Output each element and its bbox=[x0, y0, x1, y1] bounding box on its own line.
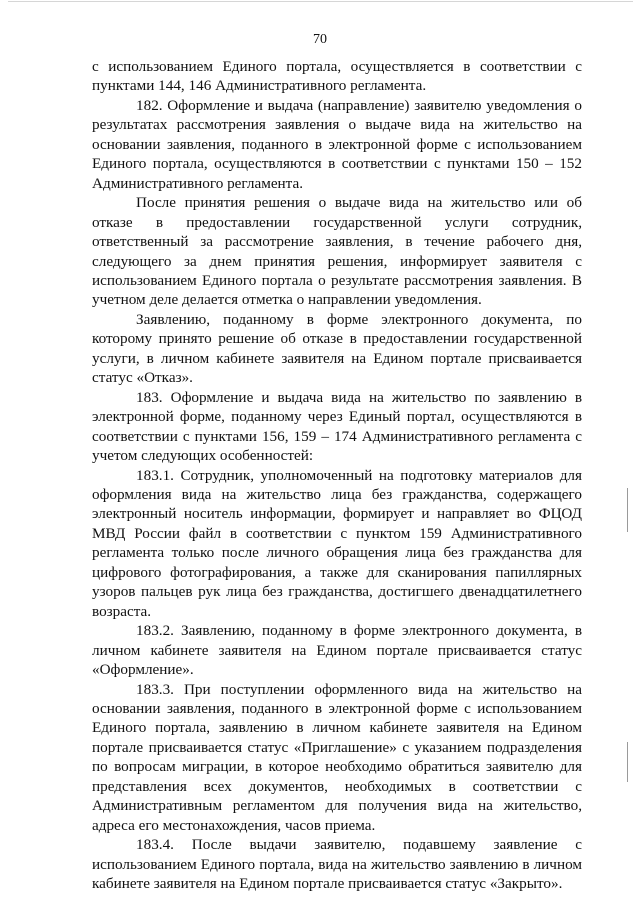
paragraph-item-183-1: 183.1. Сотрудник, уполномоченный на подготовку материалов для оформления вида на жительство лица без гражданства, содержащего электронный носитель информации, формирует и направляет во ФЦОД МВД России файл в соответствии с пунктом 159 Административного регламента только после личного обращения лица без гражданства для цифрового фотографирования, а также для сканирования папиллярных узоров пальцев рук лица без гражданства, достигшего двенадцатилетнего возраста. bbox=[92, 466, 582, 620]
paragraph-item-182: 182. Оформление и выдача (направление) заявителю уведомления о результатах рассмотрения заявления о выдаче вида на жительство на основании заявления, поданного в электронной форме с использованием Единого портала, осуществляются в соответствии с пунктами 150 – 152 Административного регламента. bbox=[92, 96, 582, 192]
document-body bbox=[92, 57, 582, 893]
page-number: 70 bbox=[313, 32, 327, 47]
scan-edge-mark bbox=[627, 488, 628, 532]
paragraph-item-183: 183. Оформление и выдача вида на жительство по заявлению в электронной форме, поданному через Единый портал, осуществляются в соответствии с пунктами 156, 159 – 174 Административного регламента с учетом следующих особенностей: bbox=[92, 388, 582, 465]
paragraph: После принятия решения о выдаче вида на жительство или об отказе в предоставлении государственной услуги сотрудник, ответственный за рассмотрение заявления, в течение рабочего дня, следующего за днем принятия решения, информирует заявителя с использованием Единого портала о результате рассмотрения заявления. В учетном деле делается отметка о направлении уведомления. bbox=[92, 194, 582, 309]
paragraph-item-183-4: 183.4. После выдачи заявителю, подавшему заявление с использованием Единого портала, вида на жительство заявлению в личном кабинете заявителя на Едином портале присваивается статус «Закрыто». bbox=[92, 836, 582, 893]
paragraph: Заявлению, поданному в форме электронного документа, по которому принято решение об отказе в предоставлении государственной услуги, в личном кабинете заявителя на Едином портале присваивается статус «Отказ». bbox=[92, 310, 582, 387]
paragraph: с использованием Единого портала, осуществляется в соответствии с пунктами 144, 146 Административного регламента. bbox=[92, 58, 582, 95]
paragraph-item-183-3: 183.3. При поступлении оформленного вида на жительство на основании заявления, поданного в электронной форме с использованием Единого портала, заявлению в личном кабинете заявителя на Едином портале присваивается статус «Приглашение» с указанием подразделения по вопросам миграции, в которое необходимо обратиться заявителю для представления всех документов, необходимых в соответствии с Административным регламентом для получения вида на жительство, адреса его местонахождения, часов приема. bbox=[92, 680, 582, 834]
scan-edge-mark bbox=[627, 742, 628, 782]
paragraph-item-183-2: 183.2. Заявлению, поданному в форме электронного документа, в личном кабинете заявителя на Едином портале присваивается статус «Оформление». bbox=[92, 622, 582, 679]
scan-top-edge bbox=[8, 1, 633, 2]
